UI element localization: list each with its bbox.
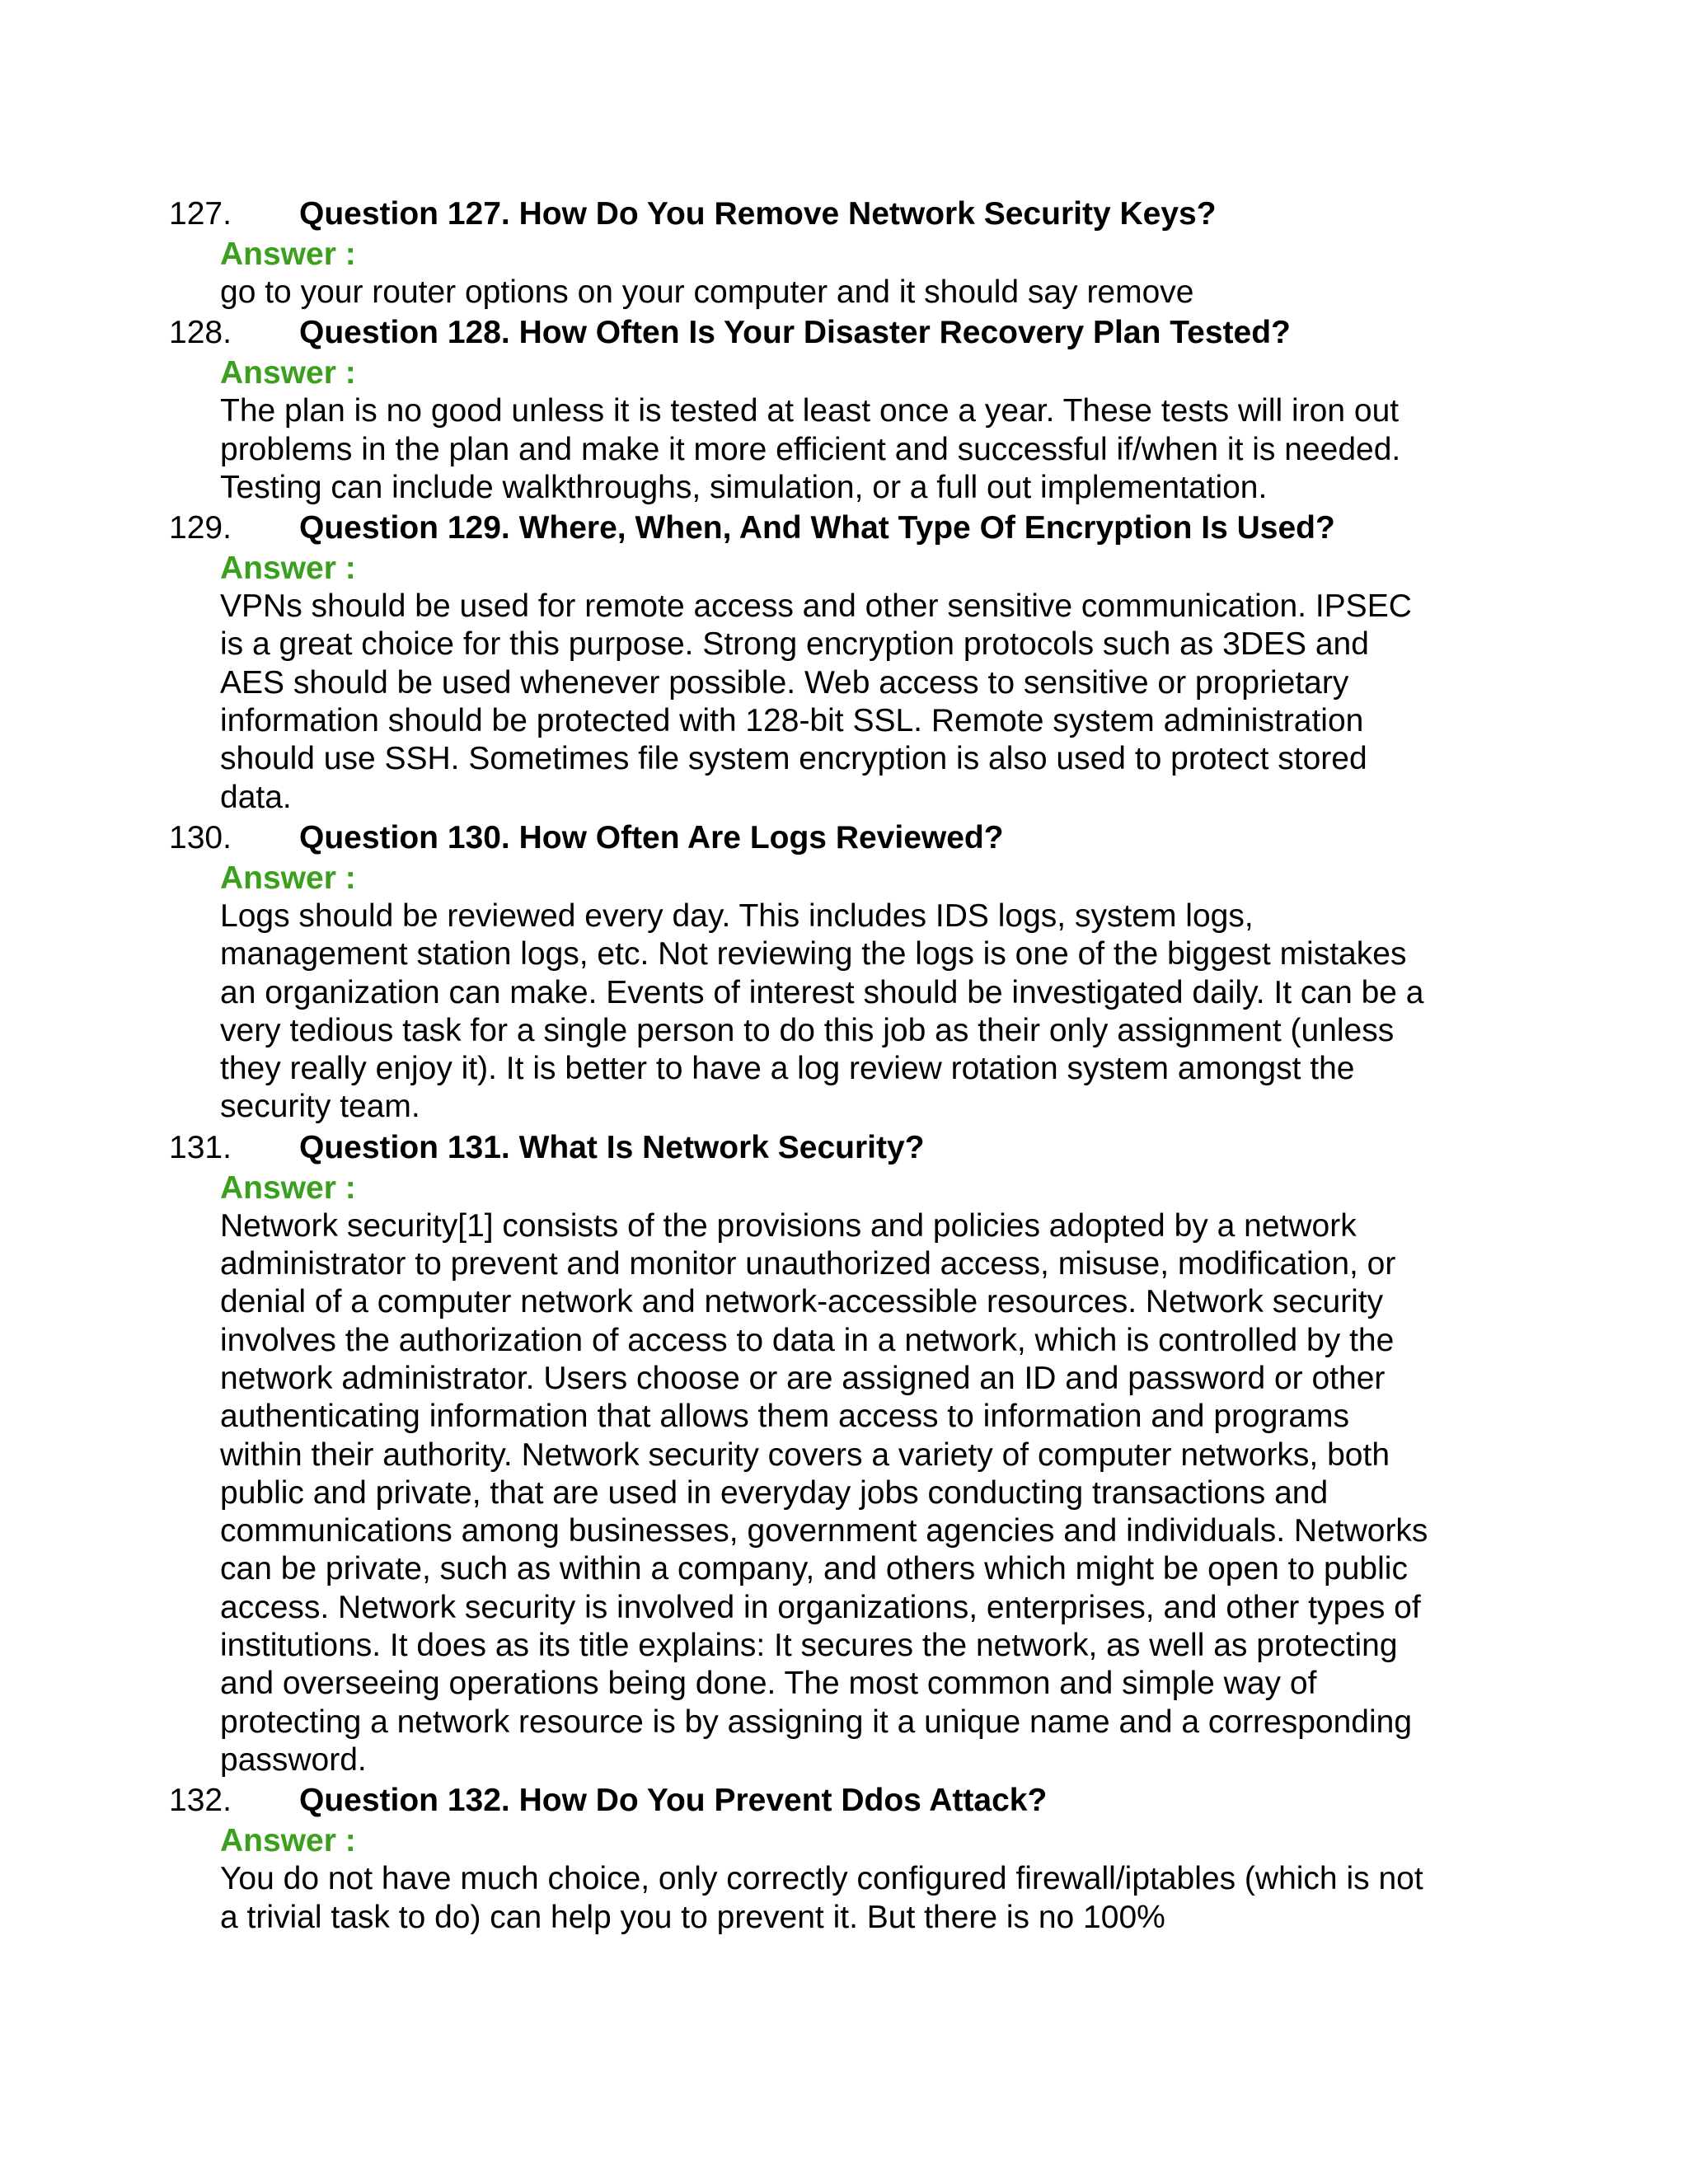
question-line bbox=[169, 1127, 1504, 1169]
question-number: 127. bbox=[169, 196, 232, 232]
answer-text bbox=[220, 392, 1473, 507]
answer-line: password. bbox=[220, 1741, 367, 1778]
answer-label: Answer : bbox=[220, 551, 356, 587]
question-number: 128. bbox=[169, 315, 232, 351]
answer-line: Network security[1] consists of the provisions and policies adopted by a network bbox=[220, 1207, 1357, 1244]
answer-line: is a great choice for this purpose. Strong encryption protocols such as 3DES and bbox=[220, 626, 1369, 663]
answer-text bbox=[220, 274, 1473, 312]
question-text: Question 128. How Often Is Your Disaster Recovery Plan Tested? bbox=[299, 315, 1291, 351]
qa-item-132 bbox=[169, 1779, 1504, 1937]
answer-line: VPNs should be used for remote access and other sensitive communication. IPSEC bbox=[220, 588, 1412, 625]
answer-line: communications among businesses, government agencies and individuals. Networks bbox=[220, 1513, 1428, 1549]
question-text: Question 127. How Do You Remove Network Security Keys? bbox=[299, 196, 1217, 232]
question-line bbox=[169, 817, 1504, 860]
answer-line: problems in the plan and make it more efficient and successful if/when it is needed. bbox=[220, 431, 1401, 467]
answer-line: they really enjoy it). It is better to have a log review rotation system amongst the bbox=[220, 1051, 1355, 1087]
answer-label: Answer : bbox=[220, 237, 356, 272]
answer-line: The plan is no good unless it is tested at least once a year. These tests will iron out bbox=[220, 393, 1400, 429]
question-number: 132. bbox=[169, 1783, 232, 1819]
answer-line: protecting a network resource is by assigning it a unique name and a corresponding bbox=[220, 1704, 1413, 1740]
answer-line: denial of a computer network and network-accessible resources. Network security bbox=[220, 1284, 1384, 1320]
answer-text bbox=[220, 1860, 1473, 1937]
question-number: 129. bbox=[169, 510, 232, 546]
question-text: Question 130. How Often Are Logs Reviewed? bbox=[299, 819, 1004, 855]
question-line bbox=[169, 193, 1504, 236]
question-number: 130. bbox=[169, 819, 232, 855]
answer-line: access. Network security is involved in organizations, enterprises, and other types of bbox=[220, 1589, 1421, 1625]
answer-line: You do not have much choice, only correctly configured firewall/iptables (which is not bbox=[220, 1861, 1423, 1897]
answer-line: security team. bbox=[220, 1089, 420, 1125]
question-text: Question 132. How Do You Prevent Ddos Attack? bbox=[299, 1783, 1048, 1819]
answer-line: public and private, that are used in everyday jobs conducting transactions and bbox=[220, 1474, 1329, 1511]
answer-line: Logs should be reviewed every day. This includes IDS logs, system logs, bbox=[220, 898, 1254, 934]
qa-item-129 bbox=[169, 507, 1504, 817]
question-text: Question 131. What Is Network Security? bbox=[299, 1129, 925, 1165]
answer-line: management station logs, etc. Not reviewing the logs is one of the biggest mistakes bbox=[220, 936, 1407, 972]
qa-item-131 bbox=[169, 1127, 1504, 1779]
answer-line: data. bbox=[220, 779, 292, 815]
answer-line: very tedious task for a single person to do this job as their only assignment (unless bbox=[220, 1012, 1395, 1048]
answer-text bbox=[220, 898, 1473, 1127]
answer-label: Answer : bbox=[220, 860, 356, 896]
answer-text bbox=[220, 588, 1473, 817]
answer-line: AES should be used whenever possible. Web access to sensitive or proprietary bbox=[220, 664, 1349, 701]
question-text: Question 129. Where, When, And What Type Of Encryption Is Used? bbox=[299, 510, 1335, 546]
answer-line: involves the authorization of access to data in a network, which is controlled by the bbox=[220, 1322, 1395, 1358]
answer-line: a trivial task to do) can help you to prevent it. But there is no 100% bbox=[220, 1899, 1165, 1935]
qa-item-128 bbox=[169, 312, 1504, 507]
answer-line: institutions. It does as its title explains: It secures the network, as well as protecting bbox=[220, 1628, 1398, 1664]
answer-line: network administrator. Users choose or are assigned an ID and password or other bbox=[220, 1360, 1386, 1396]
answer-label: Answer : bbox=[220, 355, 356, 391]
answer-line: should use SSH. Sometimes file system encryption is also used to protect stored bbox=[220, 741, 1367, 777]
answer-label: Answer : bbox=[220, 1823, 356, 1859]
answer-line: Testing can include walkthroughs, simulation, or a full out implementation. bbox=[220, 469, 1268, 505]
question-line bbox=[169, 1779, 1504, 1822]
answer-label: Answer : bbox=[220, 1169, 356, 1206]
qa-item-130 bbox=[169, 817, 1504, 1127]
answer-line: within their authority. Network security covers a variety of computer networks, both bbox=[220, 1436, 1390, 1473]
answer-line: an organization can make. Events of interest should be investigated daily. It can be a bbox=[220, 974, 1424, 1010]
answer-line: authenticating information that allows them access to information and programs bbox=[220, 1399, 1350, 1435]
answer-line: go to your router options on your computer and it should say remove bbox=[220, 274, 1194, 310]
answer-line: information should be protected with 128-bit SSL. Remote system administration bbox=[220, 703, 1364, 739]
answer-line: can be private, such as within a company, and others which might be open to public bbox=[220, 1551, 1408, 1587]
answer-line: administrator to prevent and monitor unauthorized access, misuse, modification, or bbox=[220, 1246, 1396, 1282]
question-line bbox=[169, 312, 1504, 354]
qa-item-127 bbox=[169, 193, 1504, 312]
answer-line: and overseeing operations being done. The most common and simple way of bbox=[220, 1666, 1317, 1702]
question-line bbox=[169, 507, 1504, 550]
answer-text bbox=[220, 1207, 1473, 1779]
question-list bbox=[169, 193, 1504, 1937]
question-number: 131. bbox=[169, 1129, 232, 1165]
